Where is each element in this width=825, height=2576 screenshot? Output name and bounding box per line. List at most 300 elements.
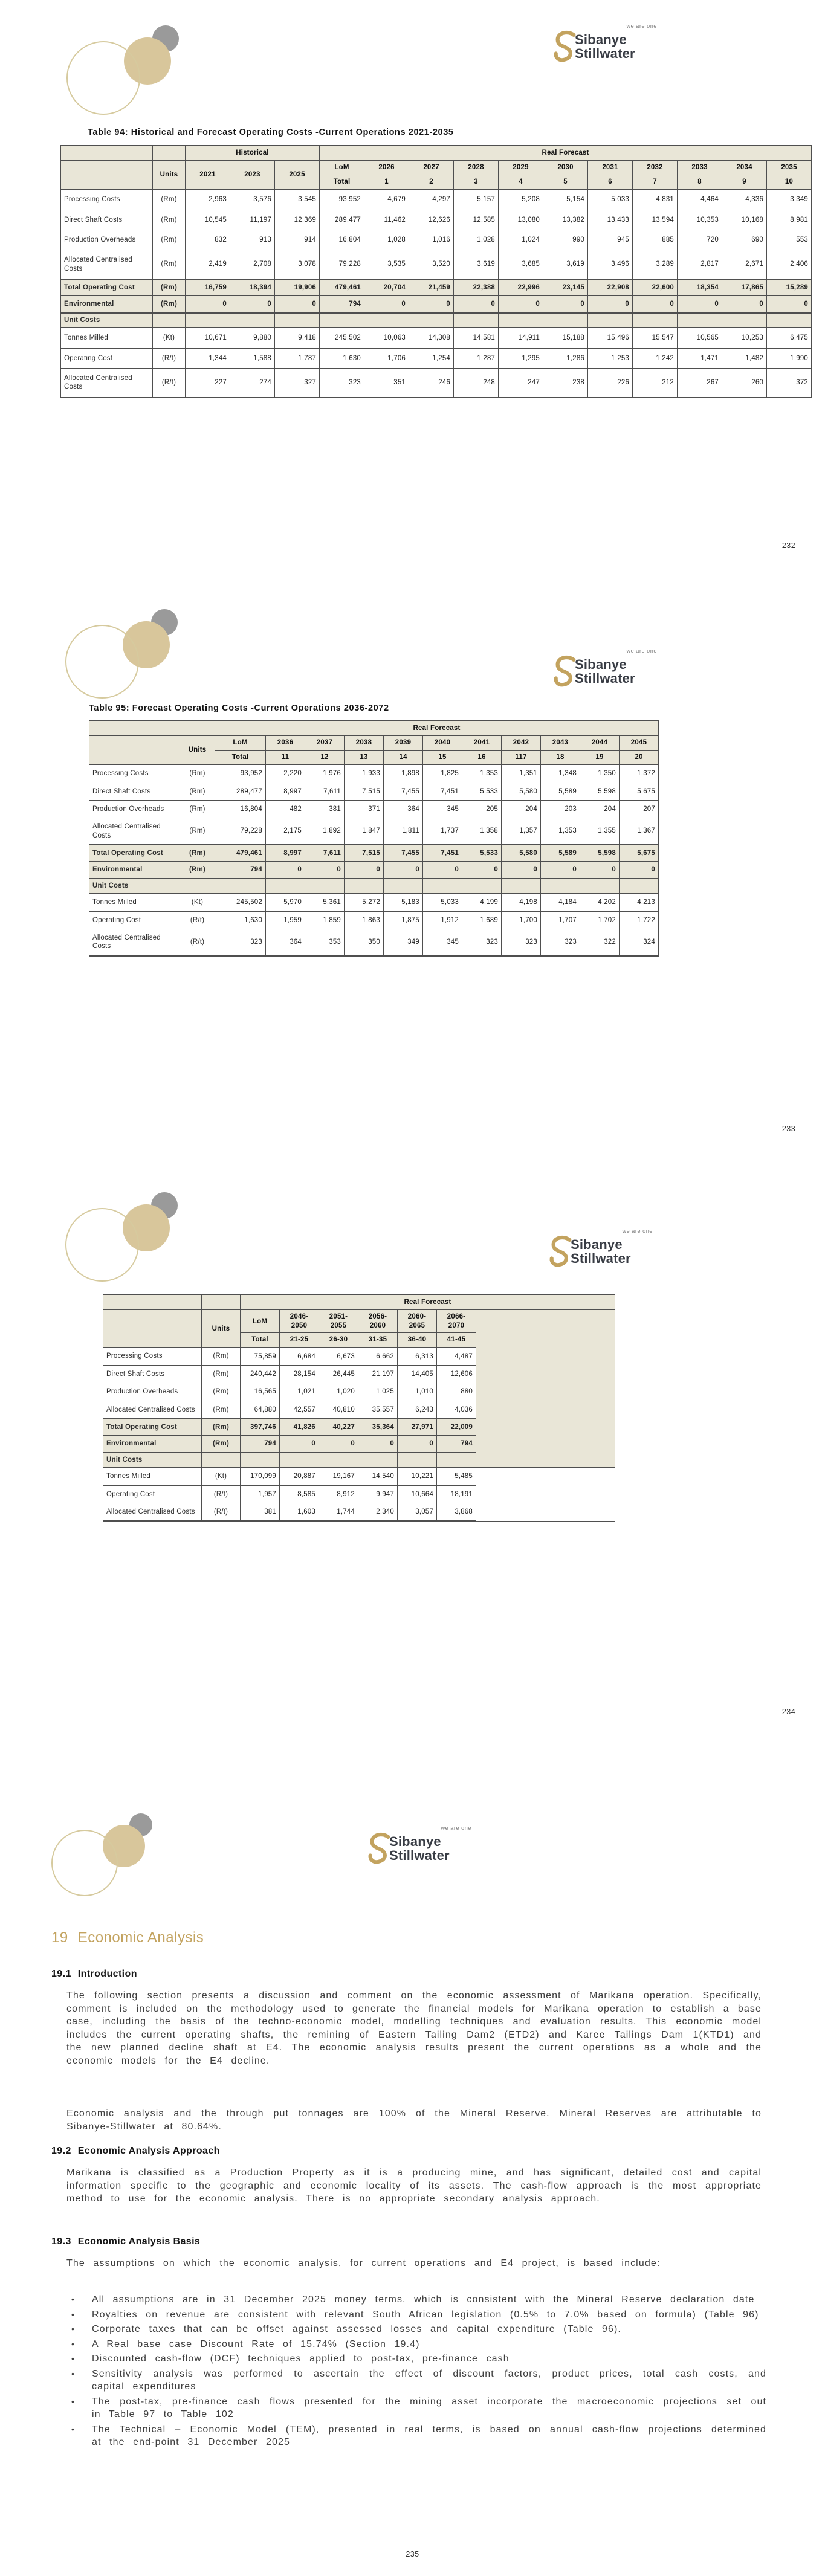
column-subheader: 18 (541, 750, 580, 764)
sibanye-swirl-icon (549, 1235, 573, 1268)
cell-value: 8,981 (767, 210, 812, 230)
table-row (61, 296, 812, 313)
column-subheader: 1 (364, 175, 409, 189)
cell-value: 226 (588, 368, 633, 397)
cell-value: 12,626 (409, 210, 454, 230)
cell-value (319, 1453, 358, 1467)
table-row (89, 800, 659, 818)
row-label: Environmental (89, 862, 180, 879)
cell-value: 0 (384, 862, 423, 879)
column-header: 2066-2070 (437, 1310, 476, 1333)
cell-value: 1,355 (580, 818, 620, 845)
column-subheader: 12 (305, 750, 345, 764)
cell-value: 1,353 (462, 764, 502, 783)
corner-cell (61, 161, 153, 189)
cell-value: 1,689 (462, 911, 502, 929)
cell-value: 289,477 (320, 210, 364, 230)
cell-value (305, 879, 345, 893)
cell-value: 5,208 (499, 189, 543, 210)
column-subheader: 20 (620, 750, 659, 764)
cell-value: 3,520 (409, 250, 454, 279)
column-header: 2040 (423, 736, 462, 750)
cell-value: 323 (215, 929, 266, 955)
column-subheader: 26-30 (319, 1333, 358, 1348)
cell-value: 0 (280, 1436, 319, 1453)
page-number: 234 (781, 1708, 796, 1716)
table-row (61, 313, 812, 328)
row-unit: (Rm) (202, 1436, 241, 1453)
cell-value: 323 (502, 929, 541, 955)
cell-value: 1,351 (502, 764, 541, 783)
list-item (71, 2352, 766, 2366)
cell-value: 0 (454, 296, 499, 313)
cell-value: 93,952 (215, 764, 266, 783)
cell-value (398, 1453, 437, 1467)
cell-value: 35,557 (358, 1401, 398, 1419)
cell-value: 8,997 (266, 845, 305, 862)
table-row (103, 1295, 615, 1310)
cell-value: 2,340 (358, 1503, 398, 1521)
cell-value: 1,353 (541, 818, 580, 845)
subsection-title: Economic Analysis Approach (77, 2146, 220, 2156)
column-header: 2026 (364, 161, 409, 175)
cell-value: 323 (462, 929, 502, 955)
row-label: Unit Costs (103, 1453, 202, 1467)
column-header: 2032 (633, 161, 678, 175)
column-header: 2027 (409, 161, 454, 175)
cell-value: 35,364 (358, 1419, 398, 1436)
cell-value: 1,976 (305, 764, 345, 783)
cell-value: 324 (620, 929, 659, 955)
column-header: 2051-2055 (319, 1310, 358, 1333)
row-label: Total Operating Cost (103, 1419, 202, 1436)
cell-value: 19,906 (275, 279, 320, 296)
cell-value: 0 (409, 296, 454, 313)
cell-value: 6,684 (280, 1348, 319, 1366)
column-subheader: 41-45 (437, 1333, 476, 1348)
cell-value: 248 (454, 368, 499, 397)
cell-value (678, 313, 722, 328)
cell-value: 397,746 (241, 1419, 280, 1436)
cell-value: 10,671 (186, 328, 230, 348)
cell-value: 4,213 (620, 893, 659, 911)
cell-value: 479,461 (320, 279, 364, 296)
cell-value: 720 (678, 230, 722, 250)
page-number: 233 (781, 1125, 796, 1133)
cell-value: 4,198 (502, 893, 541, 911)
cell-value: 227 (186, 368, 230, 397)
column-subheader: 16 (462, 750, 502, 764)
logo-tagline: we are one (622, 1228, 653, 1234)
row-unit: (Kt) (180, 893, 215, 911)
row-label: Operating Cost (89, 911, 180, 929)
cell-value: 794 (241, 1436, 280, 1453)
row-label: Direct Shaft Costs (103, 1365, 202, 1383)
cell-value: 690 (722, 230, 767, 250)
column-header: 2039 (384, 736, 423, 750)
cell-value: 9,880 (230, 328, 275, 348)
cell-value: 18,354 (678, 279, 722, 296)
row-unit: (Rm) (153, 189, 186, 210)
row-label: Allocated Centralised Costs (61, 250, 153, 279)
cell-value: 913 (230, 230, 275, 250)
list-item (71, 2368, 766, 2394)
cell-value: 13,080 (499, 210, 543, 230)
row-label: Allocated Centralised Costs (103, 1401, 202, 1419)
cell-value: 2,406 (767, 250, 812, 279)
ghost-cell (476, 1467, 615, 1521)
cell-value: 5,675 (620, 783, 659, 800)
cell-value: 1,630 (215, 911, 266, 929)
cell-value: 5,033 (423, 893, 462, 911)
cell-value: 1,357 (502, 818, 541, 845)
units-header: Units (153, 161, 186, 189)
column-subheader: 8 (678, 175, 722, 189)
row-unit: (R/t) (153, 348, 186, 368)
band-header: Real Forecast (241, 1295, 615, 1310)
cell-value (364, 313, 409, 328)
table-row (89, 862, 659, 879)
cell-value: 93,952 (320, 189, 364, 210)
cell-value: 10,545 (186, 210, 230, 230)
cell-value: 1,350 (580, 764, 620, 783)
table-row (89, 721, 659, 736)
cell-value: 0 (462, 862, 502, 879)
cell-value: 3,545 (275, 189, 320, 210)
subsection-title: Economic Analysis Basis (77, 2236, 201, 2247)
column-subheader: 6 (588, 175, 633, 189)
cell-value: 0 (678, 296, 722, 313)
row-unit: (R/t) (202, 1485, 241, 1503)
sibanye-swirl-icon (367, 1832, 392, 1865)
cell-value: 5,970 (266, 893, 305, 911)
cell-value: 5,598 (580, 845, 620, 862)
table-row (89, 783, 659, 800)
table-row (61, 328, 812, 348)
column-subheader: Total (215, 750, 266, 764)
cell-value (320, 313, 364, 328)
cell-value: 2,419 (186, 250, 230, 279)
corner-cell (61, 146, 153, 161)
row-label: Direct Shaft Costs (89, 783, 180, 800)
cell-value: 1,933 (345, 764, 384, 783)
cell-value: 0 (543, 296, 588, 313)
cell-value: 10,063 (364, 328, 409, 348)
bullet-text: Corporate taxes that can be offset against assessed losses and capital expenditure (Table 96). (92, 2324, 621, 2334)
column-subheader: 117 (502, 750, 541, 764)
cell-value: 2,708 (230, 250, 275, 279)
table-row (61, 230, 812, 250)
cell-value (633, 313, 678, 328)
cell-value: 7,515 (345, 845, 384, 862)
page-number: 232 (781, 541, 796, 550)
decor-circle-outline (65, 1208, 139, 1282)
row-label: Environmental (103, 1436, 202, 1453)
corner-cell (89, 721, 180, 736)
row-label: Unit Costs (89, 879, 180, 893)
paragraph-introduction-1: The following section presents a discussion and comment on the economic assessment of Marikana operation. Specifically, comment is included on the methodology used to generate the financial models for Marikana operation to establish a base case, including the basis of the techno-economic model, modelling techniques and evaluation results. This economic model includes the current operating shafts, the remining of Eastern Tailing Dam2 (ETD2) and Karee Tailings Dam 1(KTD1) and the new planned decline shaft at E4. The economic analysis results present the current operations as a whole and the economic models for the E4 decline. (66, 1990, 762, 2066)
table-row (61, 161, 812, 175)
cell-value: 0 (620, 862, 659, 879)
logo-word-sibanye: Sibanye (575, 657, 627, 672)
cell-value (767, 313, 812, 328)
page-number: 235 (406, 2550, 419, 2558)
row-unit (202, 1453, 241, 1467)
cell-value: 0 (275, 296, 320, 313)
column-header: LoM (320, 161, 364, 175)
column-subheader: 19 (580, 750, 620, 764)
cell-value: 16,804 (215, 800, 266, 818)
row-unit: (Rm) (180, 800, 215, 818)
cell-value: 1,630 (320, 348, 364, 368)
column-header: 2029 (499, 161, 543, 175)
cell-value: 5,272 (345, 893, 384, 911)
cell-value: 240,442 (241, 1365, 280, 1383)
cell-value: 323 (320, 368, 364, 397)
cell-value: 5,533 (462, 845, 502, 862)
row-unit: (R/t) (180, 929, 215, 955)
row-label: Allocated Centralised Costs (89, 929, 180, 955)
cell-value: 3,057 (398, 1503, 437, 1521)
subsection-heading-19-1 (51, 1969, 137, 1980)
cell-value: 9,418 (275, 328, 320, 348)
cell-value: 4,202 (580, 893, 620, 911)
logo-word-stillwater: Stillwater (389, 1848, 450, 1863)
row-label: Tonnes Milled (103, 1467, 202, 1485)
bullet-icon: • (71, 2354, 76, 2363)
logo-mount (553, 648, 659, 688)
cell-value: 1,348 (541, 764, 580, 783)
bullet-text: Royalties on revenue are consistent with relevant South African legislation (0.5% to 7.0% based on formula) (Table 96) (92, 2309, 759, 2320)
cell-value: 794 (437, 1436, 476, 1453)
table-row (89, 911, 659, 929)
table-row (61, 189, 812, 210)
cell-value: 371 (345, 800, 384, 818)
cell-value (275, 313, 320, 328)
cell-value (384, 879, 423, 893)
cell-value: 6,673 (319, 1348, 358, 1366)
cell-value: 13,382 (543, 210, 588, 230)
cell-value: 1,010 (398, 1383, 437, 1401)
cell-value: 0 (398, 1436, 437, 1453)
cell-value: 14,308 (409, 328, 454, 348)
list-item (71, 2423, 766, 2449)
column-header: 2030 (543, 161, 588, 175)
cell-value: 1,863 (345, 911, 384, 929)
cell-value: 8,912 (319, 1485, 358, 1503)
column-header: 2033 (678, 161, 722, 175)
cell-value: 1,811 (384, 818, 423, 845)
row-label: Allocated Centralised Costs (89, 818, 180, 845)
cell-value (454, 313, 499, 328)
row-unit: (Rm) (153, 279, 186, 296)
table-row (61, 348, 812, 368)
column-header: 2037 (305, 736, 345, 750)
sibanye-stillwater-logo (367, 1825, 473, 1865)
cell-value: 15,496 (588, 328, 633, 348)
row-label: Operating Cost (61, 348, 153, 368)
cell-value: 22,908 (588, 279, 633, 296)
cell-value: 79,228 (215, 818, 266, 845)
cell-value: 3,619 (543, 250, 588, 279)
cell-value: 0 (502, 862, 541, 879)
row-unit: (Rm) (153, 250, 186, 279)
row-unit: (Rm) (180, 862, 215, 879)
cell-value (409, 313, 454, 328)
logo-word-stillwater: Stillwater (575, 46, 635, 61)
column-subheader: 21-25 (280, 1333, 319, 1348)
cell-value: 12,606 (437, 1365, 476, 1383)
bullet-text: The Technical – Economic Model (TEM), presented in real terms, is based on annual cash-flow projections determined at the end-point 31 December 2025 (92, 2424, 766, 2447)
cell-value: 19,167 (319, 1467, 358, 1485)
table-94-holder (60, 145, 810, 398)
cell-value: 0 (767, 296, 812, 313)
cell-value: 1,959 (266, 911, 305, 929)
cell-value: 28,154 (280, 1365, 319, 1383)
cell-value: 21,459 (409, 279, 454, 296)
column-header: 2041 (462, 736, 502, 750)
cell-value: 349 (384, 929, 423, 955)
paragraph-basis: The assumptions on which the economic analysis, for current operations and E4 project, is based include: (66, 2258, 661, 2268)
row-label: Tonnes Milled (61, 328, 153, 348)
cell-value: 27,971 (398, 1419, 437, 1436)
cell-value: 5,580 (502, 845, 541, 862)
cell-value (215, 879, 266, 893)
cell-value: 794 (215, 862, 266, 879)
cell-value: 267 (678, 368, 722, 397)
bullet-icon: • (71, 2309, 76, 2319)
cell-value: 0 (358, 1436, 398, 1453)
row-unit: (Rm) (202, 1365, 241, 1383)
cell-value: 794 (320, 296, 364, 313)
table-row (89, 818, 659, 845)
cell-value: 1,957 (241, 1485, 280, 1503)
table-row (103, 1467, 615, 1485)
row-label: Processing Costs (61, 189, 153, 210)
bullet-text: A Real base case Discount Rate of 15.74% (Section 19.4) (92, 2339, 420, 2349)
cell-value: 0 (186, 296, 230, 313)
column-subheader: 10 (767, 175, 812, 189)
cell-value (502, 879, 541, 893)
sibanye-swirl-icon (553, 30, 577, 63)
cell-value: 204 (502, 800, 541, 818)
cell-value: 372 (767, 368, 812, 397)
column-subheader: Total (320, 175, 364, 189)
cell-value: 6,243 (398, 1401, 437, 1419)
cell-value: 15,188 (543, 328, 588, 348)
column-header: 2060-2065 (398, 1310, 437, 1333)
cell-value: 1,016 (409, 230, 454, 250)
cell-value: 2,220 (266, 764, 305, 783)
cell-value: 40,810 (319, 1401, 358, 1419)
row-unit: (Kt) (202, 1467, 241, 1485)
cell-value: 5,154 (543, 189, 588, 210)
cell-value: 3,576 (230, 189, 275, 210)
subsection-number: 19.1 (51, 1969, 71, 1979)
cell-value: 364 (384, 800, 423, 818)
cell-value: 22,388 (454, 279, 499, 296)
row-unit: (Rm) (202, 1348, 241, 1366)
cell-value (345, 879, 384, 893)
table-row (61, 146, 812, 161)
cell-value (437, 1453, 476, 1467)
row-unit: (R/t) (180, 911, 215, 929)
list-item (71, 2323, 766, 2336)
paragraph-introduction-2: Economic analysis and the through put tonnages are 100% of the Mineral Reserve. Mineral Reserves are attributable to Sibanye-Stillwater at 80.64%. (66, 2108, 762, 2132)
cell-value: 40,227 (319, 1419, 358, 1436)
cell-value: 0 (345, 862, 384, 879)
cell-value: 274 (230, 368, 275, 397)
column-subheader: 13 (345, 750, 384, 764)
bullet-text: The post-tax, pre-finance cash flows presented for the mining asset incorporate the macroeconomic projections set out in Table 97 to Table 102 (92, 2396, 766, 2419)
cell-value: 5,033 (588, 189, 633, 210)
corner-cell (89, 736, 180, 764)
column-subheader: 36-40 (398, 1333, 437, 1348)
sibanye-stillwater-logo (553, 648, 659, 688)
cell-value: 1,021 (280, 1383, 319, 1401)
chapter-title: Economic Analysis (77, 1929, 204, 1946)
cell-value: 553 (767, 230, 812, 250)
cell-value: 5,533 (462, 783, 502, 800)
column-subheader: 7 (633, 175, 678, 189)
cell-value: 350 (345, 929, 384, 955)
cell-value: 3,078 (275, 250, 320, 279)
cell-value: 990 (543, 230, 588, 250)
cell-value: 1,912 (423, 911, 462, 929)
bullet-text: Sensitivity analysis was performed to ascertain the effect of discount factors, product prices, total cash costs, and capital expenditures (92, 2368, 766, 2392)
band-header: Real Forecast (320, 146, 812, 161)
row-unit: (Rm) (202, 1383, 241, 1401)
cell-value: 1,603 (280, 1503, 319, 1521)
corner-cell (153, 146, 186, 161)
row-label: Allocated Centralised Costs (103, 1503, 202, 1521)
table-row (61, 210, 812, 230)
subsection-number: 19.3 (51, 2236, 71, 2247)
column-subheader: 4 (499, 175, 543, 189)
operating-costs-table (60, 145, 812, 398)
row-unit: (R/t) (202, 1503, 241, 1521)
cell-value: 8,585 (280, 1485, 319, 1503)
cell-value (580, 879, 620, 893)
cell-value: 245,502 (215, 893, 266, 911)
cell-value: 6,313 (398, 1348, 437, 1366)
cell-value: 1,898 (384, 764, 423, 783)
cell-value: 364 (266, 929, 305, 955)
bullet-icon: • (71, 2368, 76, 2378)
decor-circle-outline (51, 1830, 118, 1896)
cell-value: 4,184 (541, 893, 580, 911)
cell-value: 207 (620, 800, 659, 818)
cell-value: 4,487 (437, 1348, 476, 1366)
row-unit (180, 879, 215, 893)
table-row (89, 736, 659, 750)
column-subheader: Total (241, 1333, 280, 1348)
cell-value: 1,367 (620, 818, 659, 845)
cell-value: 10,664 (398, 1485, 437, 1503)
logo-mount (549, 1228, 655, 1268)
cell-value: 479,461 (215, 845, 266, 862)
cell-value: 0 (580, 862, 620, 879)
cell-value: 10,221 (398, 1467, 437, 1485)
column-header: 2025 (275, 161, 320, 189)
column-header: 2031 (588, 161, 633, 175)
cell-value (230, 313, 275, 328)
row-label: Allocated Centralised Costs (61, 368, 153, 397)
bullet-icon: • (71, 2324, 76, 2334)
cell-value: 20,704 (364, 279, 409, 296)
cell-value: 322 (580, 929, 620, 955)
column-header: LoM (241, 1310, 280, 1333)
